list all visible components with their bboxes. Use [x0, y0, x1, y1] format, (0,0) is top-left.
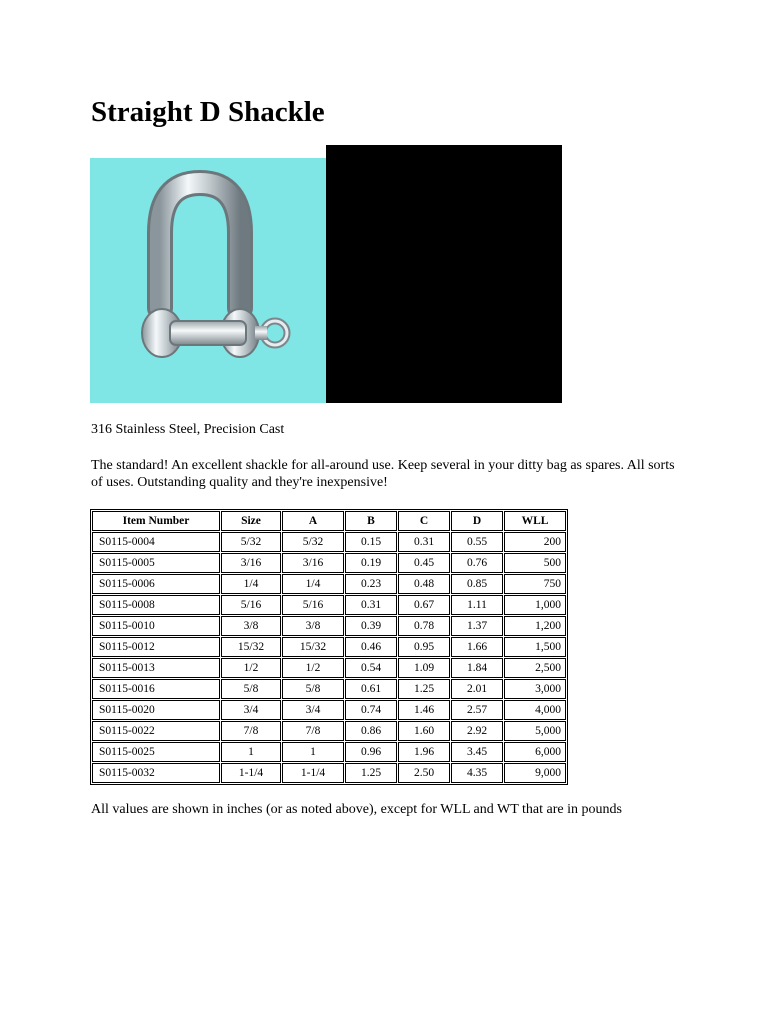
item-number-cell: S0115-0012	[92, 637, 220, 657]
a-cell: 15/32	[282, 637, 344, 657]
a-cell: 1/2	[282, 658, 344, 678]
d-cell: 1.84	[451, 658, 503, 678]
b-cell: 0.86	[345, 721, 397, 741]
d-cell: 0.85	[451, 574, 503, 594]
item-number-cell: S0115-0020	[92, 700, 220, 720]
wll-cell: 6,000	[504, 742, 566, 762]
a-cell: 3/4	[282, 700, 344, 720]
c-cell: 0.31	[398, 532, 450, 552]
table-row	[92, 616, 566, 636]
page-title: Straight D Shackle	[91, 96, 325, 128]
a-cell: 1-1/4	[282, 763, 344, 783]
table-row	[92, 658, 566, 678]
wll-cell: 1,200	[504, 616, 566, 636]
item-number-cell: S0115-0004	[92, 532, 220, 552]
spec-table	[90, 509, 568, 785]
wll-cell: 200	[504, 532, 566, 552]
b-cell: 1.25	[345, 763, 397, 783]
table-row	[92, 574, 566, 594]
a-cell: 3/8	[282, 616, 344, 636]
d-cell: 0.55	[451, 532, 503, 552]
wll-cell: 5,000	[504, 721, 566, 741]
size-cell: 5/16	[221, 595, 281, 615]
table-row	[92, 595, 566, 615]
b-cell: 0.46	[345, 637, 397, 657]
b-cell: 0.74	[345, 700, 397, 720]
size-cell: 1-1/4	[221, 763, 281, 783]
wll-cell: 2,500	[504, 658, 566, 678]
d-cell: 1.11	[451, 595, 503, 615]
wll-cell: 3,000	[504, 679, 566, 699]
a-cell: 5/8	[282, 679, 344, 699]
b-cell: 0.54	[345, 658, 397, 678]
size-cell: 3/8	[221, 616, 281, 636]
header-d: D	[451, 511, 503, 531]
c-cell: 1.46	[398, 700, 450, 720]
description-text: The standard! An excellent shackle for all-around use. Keep several in your ditty bag as spares. All sorts of uses. Outstanding quality and they're inexpensive!	[91, 458, 675, 490]
table-row	[92, 679, 566, 699]
image-placeholder	[326, 145, 562, 403]
size-cell: 1	[221, 742, 281, 762]
table-row	[92, 721, 566, 741]
item-number-cell: S0115-0005	[92, 553, 220, 573]
item-number-cell: S0115-0013	[92, 658, 220, 678]
wll-cell: 1,500	[504, 637, 566, 657]
size-cell: 3/16	[221, 553, 281, 573]
a-cell: 3/16	[282, 553, 344, 573]
table-row	[92, 637, 566, 657]
c-cell: 0.67	[398, 595, 450, 615]
wll-cell: 1,000	[504, 595, 566, 615]
size-cell: 15/32	[221, 637, 281, 657]
b-cell: 0.96	[345, 742, 397, 762]
units-note: All values are shown in inches (or as noted above), except for WLL and WT that are in pounds	[91, 802, 622, 817]
a-cell: 5/16	[282, 595, 344, 615]
d-cell: 4.35	[451, 763, 503, 783]
table-header-row	[92, 511, 566, 531]
a-cell: 7/8	[282, 721, 344, 741]
b-cell: 0.19	[345, 553, 397, 573]
item-number-cell: S0115-0006	[92, 574, 220, 594]
c-cell: 0.48	[398, 574, 450, 594]
b-cell: 0.61	[345, 679, 397, 699]
item-number-cell: S0115-0016	[92, 679, 220, 699]
item-number-cell: S0115-0008	[92, 595, 220, 615]
item-number-cell: S0115-0022	[92, 721, 220, 741]
header-b: B	[345, 511, 397, 531]
size-cell: 5/32	[221, 532, 281, 552]
table-row	[92, 763, 566, 783]
b-cell: 0.23	[345, 574, 397, 594]
header-c: C	[398, 511, 450, 531]
c-cell: 1.96	[398, 742, 450, 762]
table-row	[92, 700, 566, 720]
table-row	[92, 553, 566, 573]
wll-cell: 4,000	[504, 700, 566, 720]
a-cell: 5/32	[282, 532, 344, 552]
table-row	[92, 742, 566, 762]
a-cell: 1/4	[282, 574, 344, 594]
wll-cell: 9,000	[504, 763, 566, 783]
d-cell: 3.45	[451, 742, 503, 762]
size-cell: 7/8	[221, 721, 281, 741]
size-cell: 5/8	[221, 679, 281, 699]
a-cell: 1	[282, 742, 344, 762]
d-cell: 2.92	[451, 721, 503, 741]
header-a: A	[282, 511, 344, 531]
shackle-icon	[90, 158, 326, 403]
d-cell: 1.66	[451, 637, 503, 657]
c-cell: 1.25	[398, 679, 450, 699]
item-number-cell: S0115-0025	[92, 742, 220, 762]
item-number-cell: S0115-0032	[92, 763, 220, 783]
b-cell: 0.15	[345, 532, 397, 552]
material-text: 316 Stainless Steel, Precision Cast	[91, 422, 285, 437]
header-size: Size	[221, 511, 281, 531]
c-cell: 2.50	[398, 763, 450, 783]
b-cell: 0.31	[345, 595, 397, 615]
size-cell: 1/2	[221, 658, 281, 678]
c-cell: 0.45	[398, 553, 450, 573]
d-cell: 0.76	[451, 553, 503, 573]
d-cell: 2.01	[451, 679, 503, 699]
wll-cell: 500	[504, 553, 566, 573]
size-cell: 3/4	[221, 700, 281, 720]
wll-cell: 750	[504, 574, 566, 594]
item-number-cell: S0115-0010	[92, 616, 220, 636]
shackle-photo	[90, 158, 326, 403]
header-item-number: Item Number	[92, 511, 220, 531]
c-cell: 1.60	[398, 721, 450, 741]
product-photo-area	[90, 145, 562, 403]
c-cell: 0.78	[398, 616, 450, 636]
d-cell: 2.57	[451, 700, 503, 720]
header-wll: WLL	[504, 511, 566, 531]
c-cell: 1.09	[398, 658, 450, 678]
c-cell: 0.95	[398, 637, 450, 657]
table-row	[92, 532, 566, 552]
d-cell: 1.37	[451, 616, 503, 636]
size-cell: 1/4	[221, 574, 281, 594]
b-cell: 0.39	[345, 616, 397, 636]
